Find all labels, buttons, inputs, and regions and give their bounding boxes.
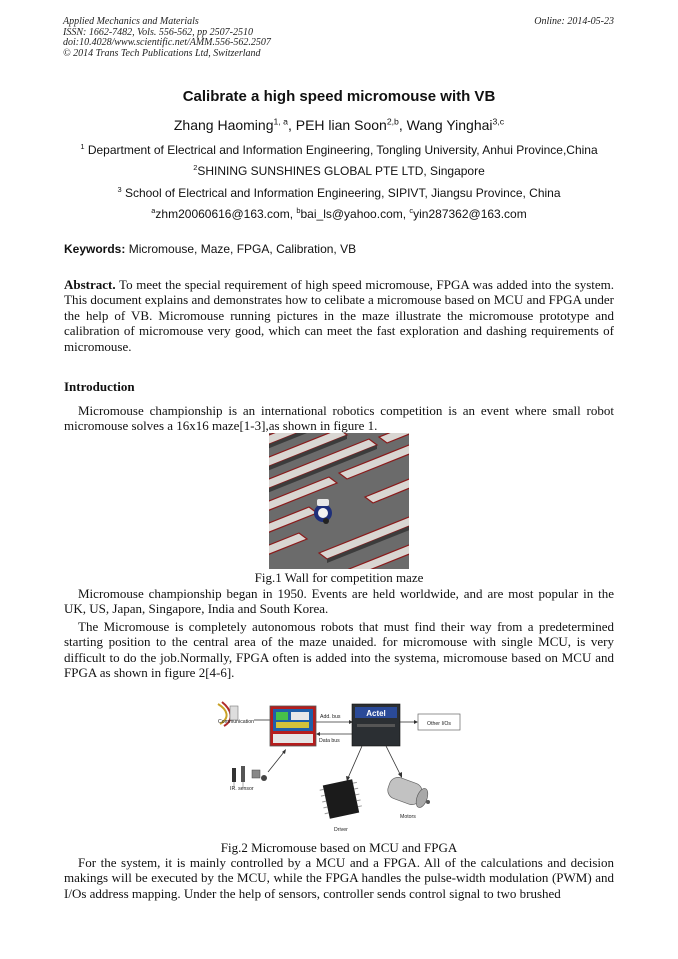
other-io-label: Other I/Os [427, 721, 451, 727]
author-superscript: 1, a [273, 116, 288, 127]
author-superscript: 3,c [492, 116, 505, 127]
keywords-line [64, 242, 356, 256]
affiliation-marker: 3 [117, 185, 122, 194]
affiliation-text: SHINING SUNSHINES GLOBAL PTE LTD, Singapore [197, 164, 485, 178]
mcu-fpga-diagram [216, 698, 464, 835]
abstract-label: Abstract. [64, 277, 116, 292]
email-address[interactable]: bai_ls@yahoo.com, [300, 207, 410, 221]
figure-2-block-diagram [216, 698, 464, 835]
author-name: PEH lian Soon [295, 117, 387, 133]
motor-icon [385, 775, 430, 809]
affiliation-text: Department of Electrical and Information Engineering, Tongling University, Anhui Province,China [84, 143, 598, 157]
author-name: Wang Yinghai [406, 117, 493, 133]
data-bus-label: Data bus [319, 738, 340, 744]
email-marker: c [409, 206, 414, 215]
affiliation-2 [0, 164, 678, 178]
keywords-text: Micromouse, Maze, FPGA, Calibration, VB [125, 242, 357, 256]
communication-label: Communication [218, 719, 255, 725]
affiliation-1 [0, 143, 678, 157]
doi-line: doi:10.4028/www.scientific.net/AMM.556-562.2507 [63, 37, 271, 48]
figure-2-caption: Fig.2 Micromouse based on MCU and FPGA [220, 840, 458, 855]
figure-1-caption: Fig.1 Wall for competition maze [254, 570, 424, 585]
abstract-paragraph [64, 277, 614, 354]
driver-chip-icon [320, 779, 362, 818]
fpga-chip-icon [352, 704, 400, 746]
email-marker: a [151, 206, 156, 215]
journal-header [63, 17, 423, 59]
intro-paragraph-2: Micromouse championship began in 1950. Events are held worldwide, and are most popular in the UK, US, Japan, Singapore, India and South Korea. [64, 586, 614, 617]
journal-name: Applied Mechanics and Materials [63, 16, 199, 27]
online-date: Online: 2014-05-23 [534, 16, 614, 27]
email-line [0, 207, 678, 221]
author-superscript: 2,b [386, 116, 399, 127]
intro-paragraph-4: For the system, it is mainly controlled by a MCU and a FPGA. All of the calculations and decision makings will be executed by the MCU, while the FPGA handles the pulse-width modulation (PWM) and I/Os address mapping. Under the help of sensors, controller sends control signal to two brushed [64, 855, 614, 901]
ir-sensor-label: IR. sensor [230, 786, 254, 792]
section-heading-introduction: Introduction [64, 379, 135, 394]
author-separator: , [398, 117, 407, 133]
keywords-label: Keywords: [64, 242, 126, 256]
author-name: Zhang Haoming [173, 117, 274, 133]
email-marker: b [296, 206, 301, 215]
figure-1-maze-photo [269, 433, 409, 569]
intro-paragraph-3: The Micromouse is completely autonomous robots that must find their way from a predetermined starting position to the central area of the maze unaided. for micromouse with single MCU, is very difficult to do the job.Normally, FPGA often is added into the systema, micromouse based on MCU and FPGA as shown in figure 2[4-6]. [64, 619, 614, 681]
motors-label: Motors [400, 814, 416, 820]
copyright-line: © 2014 Trans Tech Publications Ltd, Switzerland [63, 47, 261, 59]
issn-line: ISSN: 1662-7482, Vols. 556-562, pp 2507-2510 [63, 26, 253, 38]
affiliation-marker: 2 [193, 163, 198, 172]
maze-photo-illustration [269, 433, 409, 569]
actel-logo-text: Actel [366, 709, 386, 718]
author-list [0, 117, 678, 133]
affiliation-text: School of Electrical and Information Engineering, SIPIVT, Jiangsu Province, China [121, 186, 561, 200]
ir-sensor-icon [232, 766, 267, 788]
email-address[interactable]: yin287362@163.com [413, 207, 527, 221]
intro-paragraph-1: Micromouse championship is an international robotics competition is an event where small robot micromouse solves a 16x16 maze[1-3],as shown in figure 1. [64, 403, 614, 434]
affiliation-3 [0, 186, 678, 200]
driver-label: Driver [334, 827, 348, 833]
affiliation-marker: 1 [80, 142, 85, 151]
add-bus-label: Add. bus [320, 714, 341, 720]
email-address[interactable]: zhm20060616@163.com, [155, 207, 297, 221]
paper-title: Calibrate a high speed micromouse with VB [182, 88, 496, 105]
abstract-text: To meet the special requirement of high speed micromouse, FPGA was added into the system. This document explains and demonstrates how to celibate a micromouse based on MCU and FPGA under the help of VB. Micromouse running pictures in the maze illustrate the micromouse prototype and calibration of micromouse very good, which can meet the fast exploration and dashing requirements of micromouse. [64, 277, 614, 354]
mcu-board-icon [270, 706, 316, 746]
author-separator: , [287, 117, 296, 133]
